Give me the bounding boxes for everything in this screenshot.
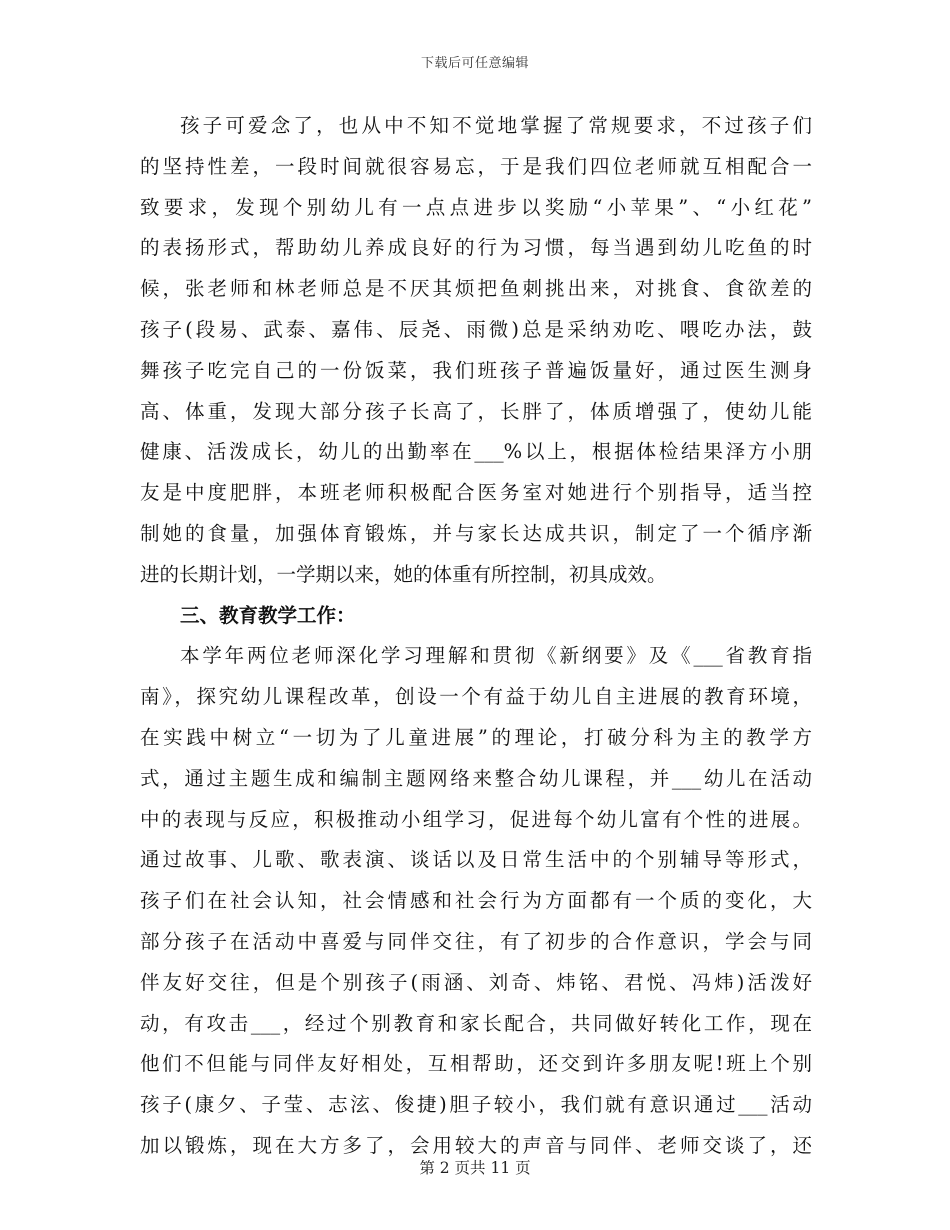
text-line: 的表扬形式，帮助幼儿养成良好的行为习惯，每当遇到幼儿吃鱼的时 (140, 236, 812, 260)
text-line: 加以锻炼，现在大方多了，会用较大的声音与同伴、老师交谈了，还 (140, 1133, 812, 1157)
text-line: 制她的食量，加强体育锻炼，并与家长达成共识，制定了一个循序渐 (140, 521, 812, 545)
text-line: 部分孩子在活动中喜爱与同伴交往，有了初步的合作意识，学会与同 (140, 929, 812, 953)
text-line: 进的长期计划，一学期以来，她的体重有所控制，初具成效。 (140, 562, 667, 586)
text-line: 孩子(段易、武泰、嘉伟、辰尧、雨微)总是采纳劝吃、喂吃办法，鼓 (140, 317, 812, 341)
paragraph-teaching-work (140, 636, 812, 1166)
text-line: 的坚持性差，一段时间就很容易忘，于是我们四位老师就互相配合一 (140, 154, 812, 178)
text-line: 高、体重，发现大部分孩子长高了，长胖了，体质增强了，使幼儿能 (140, 399, 812, 423)
text-line: 式，通过主题生成和编制主题网络来整合幼儿课程，并___幼儿在活动 (140, 766, 812, 790)
text-line: 他们不但能与同伴友好相处，互相帮助，还交到许多朋友呢!班上个别 (140, 1052, 812, 1076)
text-line: 动，有攻击___，经过个别教育和家长配合，共同做好转化工作，现在 (140, 1011, 812, 1035)
text-line: 南》，探究幼儿课程改革，创设一个有益于幼儿自主进展的教育环境， (140, 685, 812, 709)
text-line: 通过故事、儿歌、歌表演、谈话以及日常生活中的个别辅导等形式， (140, 848, 812, 872)
text-line: 候，张老师和林老师总是不厌其烦把鱼刺挑出来，对挑食、食欲差的 (140, 277, 812, 301)
text-line: 舞孩子吃完自己的一份饭菜，我们班孩子普遍饭量好，通过医生测身 (140, 358, 812, 382)
section-heading: 三、教育教学工作： (180, 603, 356, 627)
text-line: 友是中度肥胖，本班老师积极配合医务室对她进行个别指导，适当控 (140, 481, 812, 505)
text-line: 在实践中树立“一切为了儿童进展”的理论，打破分科为主的教学方 (140, 725, 812, 749)
text-line: 中的表现与反应，积极推动小组学习，促进每个幼儿富有个性的进展。 (140, 807, 812, 831)
text-line: 致要求，发现个别幼儿有一点点进步以奖励“小苹果”、“小红花” (140, 195, 812, 219)
page-number: 第 2 页共 11 页 (419, 1159, 531, 1177)
text-line: 健康、活泼成长，幼儿的出勤率在___%以上，根据体检结果泽方小朋 (140, 440, 812, 464)
text-line: 本学年两位老师深化学习理解和贯彻《新纲要》及《___省教育指 (180, 644, 812, 668)
page-header: 下载后可任意编辑 (420, 56, 529, 71)
paragraph-health-care (140, 106, 812, 596)
text-line: 孩子(康夕、子莹、志泫、俊捷)胆子较小，我们就有意识通过___活动 (140, 1093, 812, 1117)
document-body (140, 106, 812, 1167)
text-line: 伴友好交往，但是个别孩子(雨涵、刘奇、炜铭、君悦、冯炜)活泼好 (140, 970, 812, 994)
text-line: 孩子们在社会认知，社会情感和社会行为方面都有一个质的变化，大 (140, 889, 812, 913)
text-line: 孩子可爱念了，也从中不知不觉地掌握了常规要求，不过孩子们 (180, 114, 812, 137)
